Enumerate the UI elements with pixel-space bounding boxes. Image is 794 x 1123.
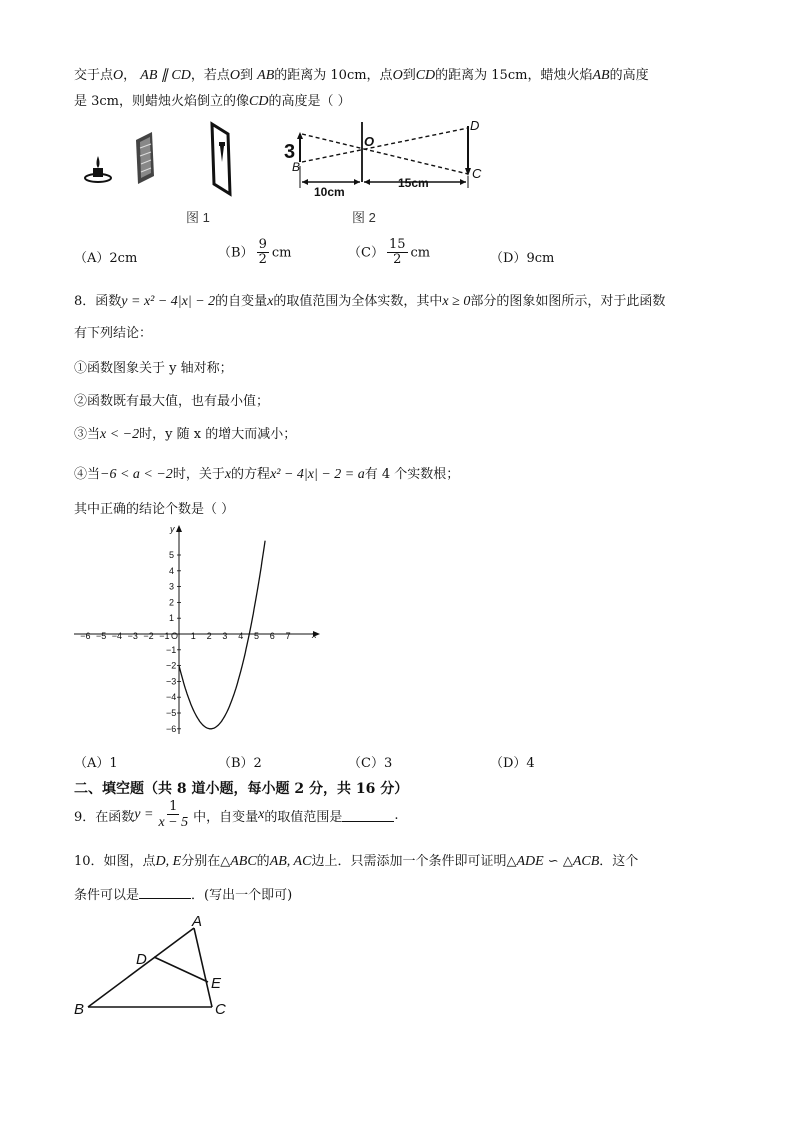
label-E: E	[211, 975, 222, 992]
screen-icon	[212, 124, 230, 194]
fig1-caption: 图 1	[186, 210, 210, 225]
label-D: D	[136, 951, 147, 968]
q8-conclusion-1: ①函数图象关于 y 轴对称；	[74, 361, 233, 376]
label-B: B	[292, 160, 301, 174]
label-O: O	[364, 134, 375, 149]
y-axis-label: y	[170, 524, 175, 534]
q8-function-graph	[72, 522, 327, 738]
x-tick-label: −5	[96, 631, 107, 641]
label-15cm: 15cm	[398, 176, 429, 190]
y-tick-label: 5	[169, 550, 175, 560]
y-tick-label: −2	[166, 660, 177, 671]
q7-choice-a: （A）2cm	[74, 251, 138, 266]
graph-axes	[74, 525, 320, 734]
label-A: A	[192, 913, 203, 930]
y-tick-label: 3	[169, 581, 175, 592]
segment-de	[154, 957, 208, 982]
y-tick-label: −6	[166, 723, 177, 734]
y-axis-arrow	[176, 525, 182, 532]
q8-choice-a: （A）1	[74, 756, 118, 771]
x-tick-label: 2	[206, 631, 212, 641]
x-axis-label: x	[312, 630, 317, 640]
q8-choice-c: （C）3	[348, 756, 393, 771]
pinhole-board-icon	[136, 132, 154, 184]
q10-triangle-figure	[70, 912, 240, 1022]
x-tick-label: −6	[80, 631, 91, 641]
x-tick-label: 5	[254, 631, 260, 641]
label-D: D	[470, 118, 480, 133]
q10-line1: 10．如图，点D, E分别在△ABC的AB, AC边上．只需添加一个条件即可证明△ADE ∽ △ACB．这个	[74, 854, 639, 869]
x-tick-label: −2	[143, 631, 154, 641]
label-3: 3	[284, 141, 296, 163]
q10-line2: 条件可以是 ．(写出一个即可)	[74, 888, 293, 903]
x-tick-label: O	[171, 631, 179, 641]
y-tick-label: −3	[166, 676, 177, 687]
q9-answer-blank[interactable]	[342, 809, 394, 822]
q7-choice-d: （D）9cm	[490, 251, 555, 266]
q8-line1: 8．函数y = x² − 4|x| − 2的自变量x的取值范围为全体实数，其中x ≥ 0部分的图象如图所示，对于此函数	[74, 294, 666, 309]
y-tick-label: 1	[169, 613, 175, 624]
y-tick-label: −5	[166, 708, 177, 718]
x-tick-label: 4	[238, 631, 244, 641]
q7-choice-c: （C） $\frac{15}{2}$ cm	[348, 237, 431, 268]
q8-choice-b: （B）2	[218, 756, 262, 771]
q8-conclusion-2: ②函数既有最大值，也有最小值；	[74, 394, 270, 409]
x-tick-label: −1	[159, 631, 170, 641]
y-tick-label: 2	[169, 597, 175, 608]
label-B: B	[74, 1001, 85, 1018]
q8-conclusion-3: ③当x < −2时，y 随 x 的增大而减小；	[74, 427, 297, 442]
y-tick-label: −4	[166, 692, 177, 703]
q10-answer-blank[interactable]	[139, 886, 191, 899]
label-C: C	[472, 166, 482, 181]
candle-icon	[85, 156, 111, 182]
q7-line1: 交于点O， AB ∥ CD，若点O到 AB的距离为 10cm，点O到CD的距离为 15cm，蜡烛火焰AB的高度	[74, 68, 649, 83]
q7-line2: 是 3cm，则蜡烛火焰倒立的像CD的高度是（ ）	[74, 94, 351, 109]
q7-figure-2	[280, 116, 500, 228]
label-10cm: 10cm	[314, 185, 345, 199]
side-ac	[194, 928, 212, 1007]
q7-figure-1	[76, 118, 276, 228]
label-C: C	[215, 1001, 226, 1018]
x-tick-label: 1	[190, 631, 196, 641]
x-tick-label: 3	[222, 631, 228, 641]
y-tick-label: 4	[169, 565, 175, 576]
q8-choice-d: （D）4	[490, 756, 535, 771]
x-tick-label: −4	[111, 631, 123, 641]
q9-line: 9．在函数 y = $\frac{1}{x - 5}$ 中，自变量 x 的取值范围是 .	[74, 799, 399, 831]
q7-choice-b: （B） $\frac{9}{2}$ cm	[218, 237, 292, 268]
q8-line2: 有下列结论：	[74, 326, 153, 341]
y-tick-label: −1	[166, 644, 177, 655]
x-tick-label: 7	[285, 631, 291, 641]
q8-ask: 其中正确的结论个数是（ ）	[74, 502, 235, 517]
q8-conclusion-4: ④当−6 < a < −2时，关于x的方程x² − 4|x| − 2 = a有 4 个实数根；	[74, 467, 460, 482]
x-tick-label: −3	[127, 631, 138, 641]
section-2-title: 二、填空题（共 8 道小题，每小题 2 分，共 16 分）	[74, 781, 409, 797]
fig2-caption: 图 2	[352, 210, 376, 225]
graph-ticks	[80, 524, 317, 734]
x-tick-label: 6	[269, 631, 275, 641]
